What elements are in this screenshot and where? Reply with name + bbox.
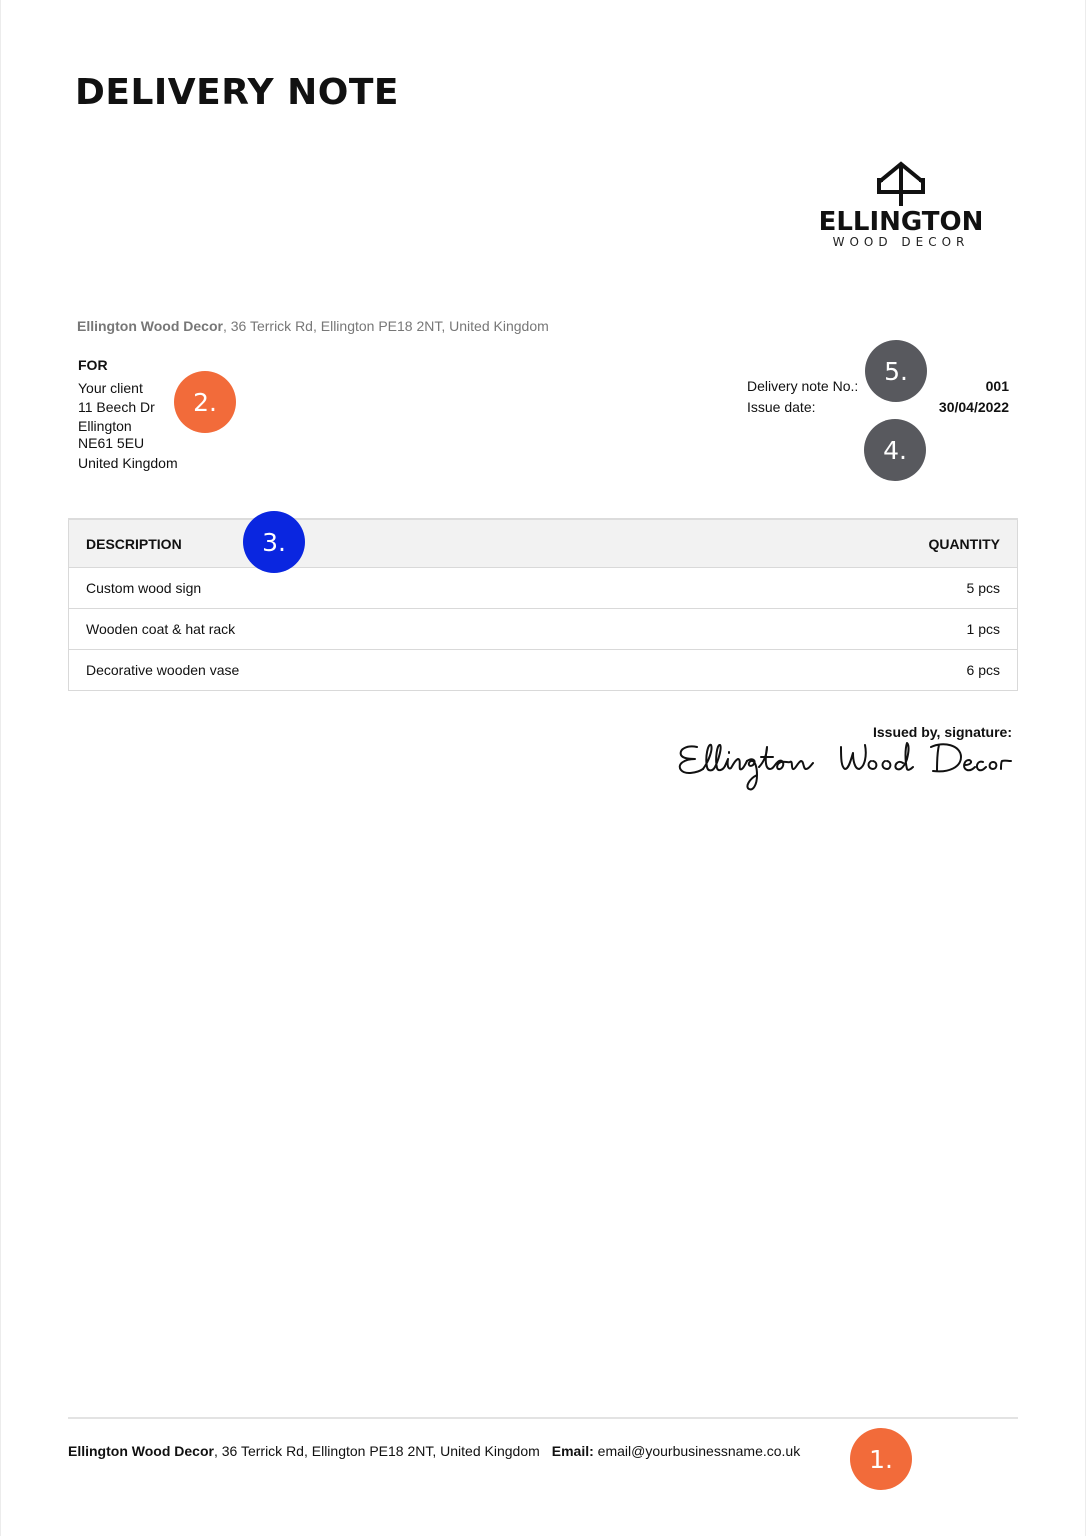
callout-marker-1: 1. <box>850 1428 912 1490</box>
sender-company: Ellington Wood Decor <box>77 318 223 334</box>
document-title: DELIVERY NOTE <box>75 72 399 113</box>
recipient-line: NE61 5EU <box>78 435 145 451</box>
footer-email-label: Email: <box>551 1443 594 1459</box>
table-row <box>69 609 1018 650</box>
callout-marker-3: 3. <box>243 511 305 573</box>
footer-address: , 36 Terrick Rd, Ellington PE18 2NT, United Kingdom <box>213 1443 540 1459</box>
issue-date-row <box>747 397 1009 418</box>
company-logo <box>818 160 984 249</box>
item-description: Wooden coat & hat rack <box>69 609 675 650</box>
recipient-line: United Kingdom <box>78 455 178 471</box>
issue-date-value: 30/04/2022 <box>938 399 1009 415</box>
footer <box>68 1443 800 1459</box>
items-table <box>68 518 1018 691</box>
sender-address-text: , 36 Terrick Rd, Ellington PE18 2NT, United Kingdom <box>222 318 549 334</box>
footer-divider <box>68 1417 1018 1419</box>
signature-label: Issued by, signature: <box>873 724 1012 740</box>
recipient-block <box>78 356 178 473</box>
delivery-number-value: 001 <box>985 378 1009 394</box>
item-description: Custom wood sign <box>69 568 675 609</box>
sender-address <box>77 318 549 334</box>
callout-marker-5: 5. <box>865 340 927 402</box>
recipient-label: FOR <box>78 357 108 373</box>
item-quantity: 6 pcs <box>675 650 1018 691</box>
footer-company: Ellington Wood Decor <box>68 1443 214 1459</box>
table-row <box>69 650 1018 691</box>
recipient-line: Ellington <box>78 418 132 434</box>
quantity-header: QUANTITY <box>675 519 1018 568</box>
callout-marker-2: 2. <box>174 371 236 433</box>
callout-marker-4: 4. <box>864 419 926 481</box>
handwritten-signature <box>675 735 1015 795</box>
issue-date-label: Issue date: <box>747 399 816 415</box>
delivery-number-label: Delivery note No.: <box>747 378 859 394</box>
recipient-line: Your client <box>78 380 143 396</box>
item-quantity: 1 pcs <box>675 609 1018 650</box>
item-description: Decorative wooden vase <box>69 650 675 691</box>
table-header-row <box>69 519 1018 568</box>
table-row <box>69 568 1018 609</box>
house-frame-icon <box>873 160 929 206</box>
recipient-line: 11 Beech Dr <box>78 399 155 415</box>
logo-name: ELLINGTON <box>818 207 984 237</box>
footer-email: email@yourbusinessname.co.uk <box>597 1443 801 1459</box>
logo-subtitle: WOOD DECOR <box>832 235 970 249</box>
description-header: DESCRIPTION <box>69 519 675 568</box>
item-quantity: 5 pcs <box>675 568 1018 609</box>
